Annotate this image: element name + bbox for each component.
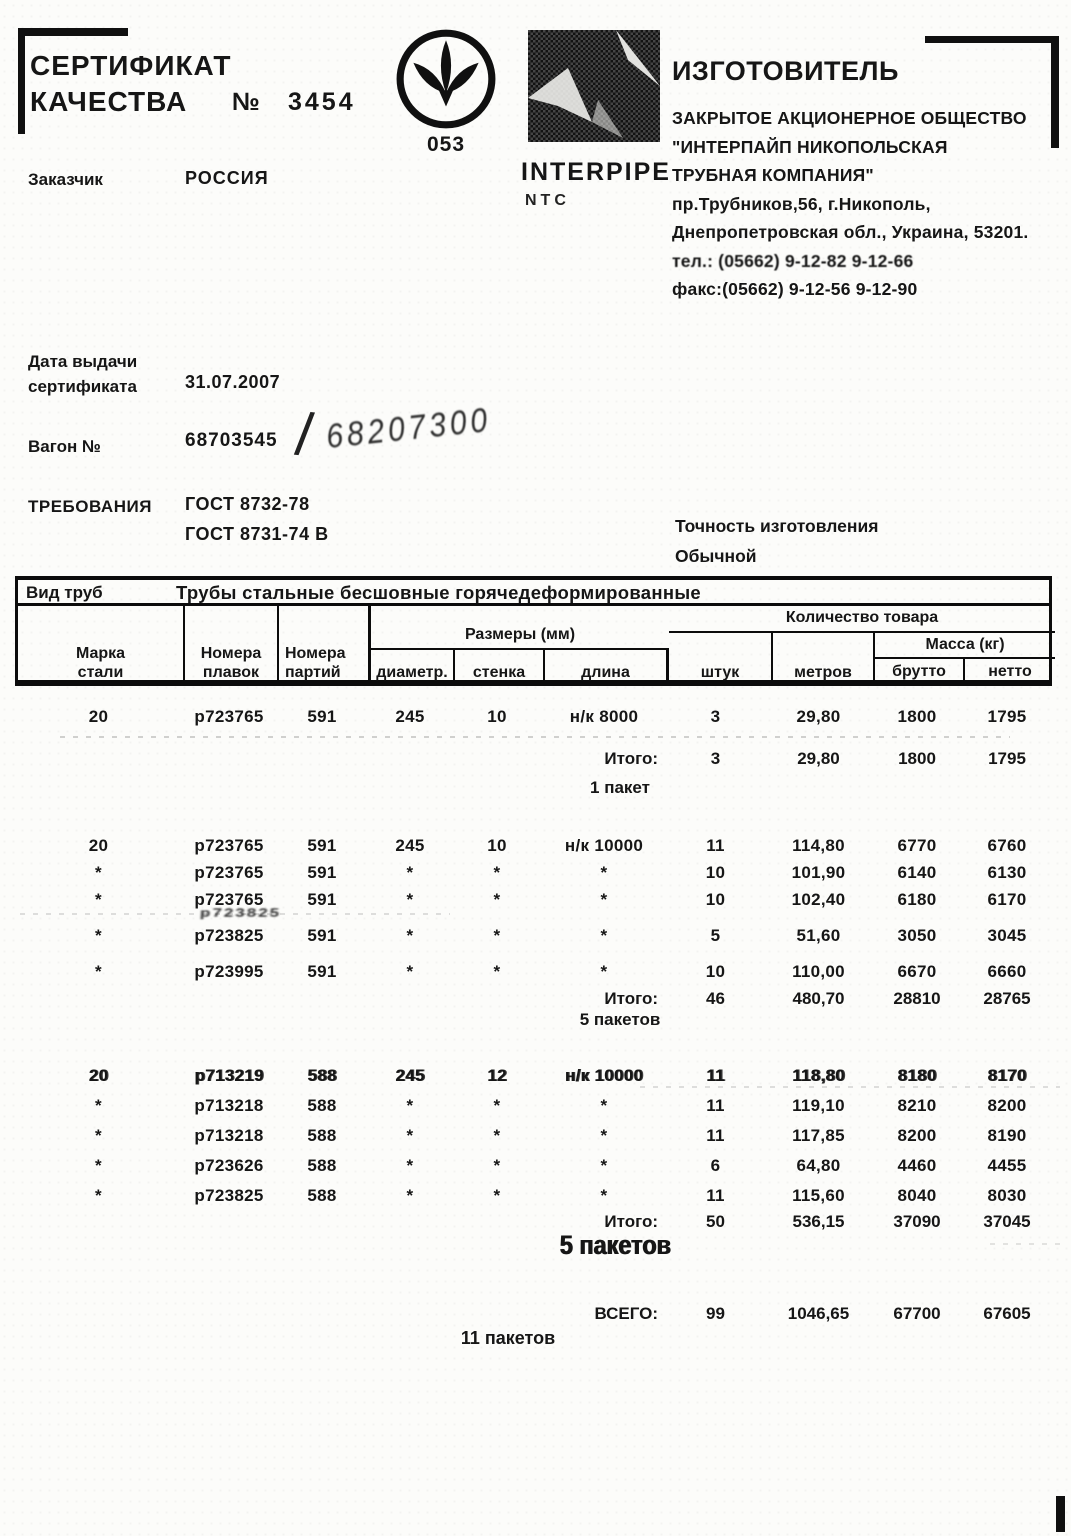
header-gross-label: брутто	[892, 662, 946, 680]
table-cell: *	[406, 1155, 414, 1175]
packages-label-3: 5 пакетов	[559, 1229, 671, 1260]
header-batch-line2: партий	[285, 664, 341, 681]
table-cell: 118,80	[792, 1065, 845, 1085]
table-cell: р723765	[194, 835, 264, 855]
wagon-label: Вагон №	[28, 437, 101, 456]
table-cell: 8200	[897, 1125, 937, 1145]
table-row	[15, 832, 1052, 859]
subtotal-label: Итого:	[604, 1211, 658, 1231]
table-cell: *	[95, 1095, 102, 1115]
subtotal-pieces: 3	[710, 748, 721, 768]
table-cell: 102,40	[791, 889, 846, 909]
grand-total-gross: 67700	[893, 1303, 941, 1323]
table-cell: 245	[395, 835, 425, 855]
accuracy-line2: Обычной	[675, 546, 757, 566]
header-pieces-label: штук	[700, 664, 740, 681]
table-cell: 4455	[987, 1155, 1027, 1175]
table-cell: 6770	[897, 835, 937, 855]
table-cell: 12	[487, 1065, 507, 1085]
wagon-number: 68703545	[185, 430, 278, 451]
table-cell: р723765	[194, 889, 264, 909]
header-meters-label: метров	[794, 664, 852, 681]
table-cell: 6180	[897, 889, 937, 909]
header-heat-line1: Номера	[200, 645, 262, 662]
header-gross	[875, 659, 965, 686]
table-cell: *	[600, 1155, 608, 1175]
table-cell: 114,80	[792, 835, 845, 855]
table-band-pipe-type	[15, 576, 1052, 606]
table-cell: р713218	[194, 1125, 264, 1145]
table-cell: р723995	[194, 961, 264, 981]
table-cell: 8040	[897, 1185, 937, 1205]
quality-stamp	[393, 26, 499, 132]
manufacturer-fax: факс:(05662) 9-12-56 9-12-90	[672, 279, 918, 299]
table-row	[15, 922, 1052, 949]
table-cell: 8190	[987, 1125, 1027, 1145]
table-block-2	[15, 832, 1052, 985]
table-cell: н/к 10000	[564, 1065, 644, 1085]
table-cell: 588	[307, 1125, 337, 1145]
grand-total-row	[15, 1300, 1052, 1327]
table-cell: 11	[706, 835, 725, 855]
header-quantity-label: Количество товара	[785, 609, 939, 626]
table-cell: 245	[395, 706, 425, 726]
table-block-3	[15, 1062, 1052, 1212]
header-steel-grade-line2: стали	[77, 664, 124, 681]
packages-label-2: 5 пакетов	[579, 1010, 661, 1029]
table-cell: р713218	[194, 1095, 264, 1115]
table-cell: 1800	[897, 706, 937, 726]
table-cell: 20	[88, 706, 109, 726]
scan-artifact-streak	[60, 736, 1010, 738]
header-net	[965, 659, 1055, 686]
table-cell: 6	[710, 1155, 721, 1175]
table-block-1	[15, 703, 1052, 730]
table-cell: *	[600, 1125, 608, 1145]
manufacturer-heading: ИЗГОТОВИТЕЛЬ	[672, 56, 899, 86]
table-cell: *	[95, 889, 102, 909]
table-cell: 588	[307, 1155, 337, 1175]
packages-label-1: 1 пакет	[590, 778, 650, 797]
table-cell: *	[600, 961, 608, 981]
table-cell: 110,00	[792, 961, 845, 981]
table-cell: *	[493, 1095, 501, 1115]
table-cell: 10	[487, 835, 507, 855]
customer-value: РОССИЯ	[185, 168, 269, 188]
interpipe-logo	[528, 30, 660, 142]
wagon-handwritten-number: 68207300	[324, 400, 493, 456]
subtotal-pieces: 46	[706, 988, 725, 1008]
interpipe-logo-shapes-icon	[528, 30, 660, 142]
header-wall	[455, 650, 545, 686]
header-mass-label: Масса (кг)	[925, 635, 1005, 653]
table-cell: 3050	[897, 925, 937, 945]
manufacturer-address	[672, 104, 1062, 304]
table-cell: 10	[487, 706, 507, 726]
table-cell: *	[493, 1125, 501, 1145]
subtotal-net: 28765	[983, 988, 1031, 1008]
certificate-number: 3454	[288, 88, 356, 116]
scan-artifact-streak	[20, 913, 450, 915]
header-steel-grade	[18, 606, 185, 686]
subtotal-meters: 480,70	[792, 988, 845, 1008]
issue-date-label-line1: Дата выдачи	[28, 352, 138, 371]
table-cell: 5	[710, 925, 721, 945]
table-cell: 6660	[987, 961, 1027, 981]
subtotal-gross: 28810	[893, 988, 941, 1008]
corner-bracket-top-right-h	[925, 36, 1059, 43]
table-cell: 588	[307, 1185, 337, 1205]
table-cell: 588	[307, 1095, 337, 1115]
table-cell: 591	[307, 925, 337, 945]
requirements-label: ТРЕБОВАНИЯ	[28, 497, 152, 516]
requirement-1: ГОСТ 8732-78	[185, 494, 310, 514]
table-cell: 119,10	[792, 1095, 845, 1115]
issue-date-label-line2: сертификата	[28, 377, 137, 396]
header-heat-numbers	[185, 606, 279, 686]
table-cell: р723626	[194, 1155, 264, 1175]
table-cell: 11	[706, 1095, 725, 1115]
table-cell: 115,60	[792, 1185, 845, 1205]
table-cell: *	[600, 862, 608, 882]
header-net-label: нетто	[988, 662, 1032, 680]
subtotal-row-3	[15, 1208, 1052, 1235]
table-cell: *	[95, 1155, 102, 1175]
certificate-title-line1: СЕРТИФИКАТ	[30, 50, 232, 81]
table-cell: 3	[710, 706, 721, 726]
table-cell: н/к 8000	[569, 706, 639, 726]
grand-total-net: 67605	[983, 1303, 1031, 1323]
manufacturer-phone: тел.: (05662) 9-12-82 9-12-66	[672, 250, 914, 271]
table-cell: 1795	[987, 706, 1027, 726]
table-cell: 6760	[987, 835, 1027, 855]
table-cell: 245	[395, 1065, 425, 1085]
table-cell: 3045	[987, 925, 1027, 945]
table-cell: 10	[705, 862, 726, 882]
table-cell: *	[406, 925, 414, 945]
table-cell: 11	[706, 1185, 725, 1205]
header-mass-group	[875, 633, 1055, 659]
table-cell: *	[95, 961, 102, 981]
manufacturer-line: Днепропетровская обл., Украина, 53201.	[672, 222, 1029, 242]
manufacturer-line: "ИНТЕРПАЙП НИКОПОЛЬСКАЯ	[672, 136, 948, 157]
table-cell: *	[406, 961, 414, 981]
subtotal-row-1	[15, 745, 1052, 772]
table-cell: 8200	[987, 1095, 1027, 1115]
issue-date-value: 31.07.2007	[185, 372, 281, 392]
pipe-type-label: Вид труб	[26, 583, 103, 602]
table-cell: *	[600, 1095, 608, 1115]
header-length-label: длина	[581, 664, 630, 681]
grand-total-label: ВСЕГО:	[594, 1303, 658, 1323]
table-header	[15, 606, 1052, 686]
table-cell: 51,60	[796, 925, 841, 945]
table-cell: р723825	[194, 1185, 264, 1205]
table-cell: р713219	[194, 1065, 264, 1085]
manufacturer-line: ЗАКРЫТОЕ АКЦИОНЕРНОЕ ОБЩЕСТВО	[672, 108, 1027, 128]
table-cell: *	[493, 862, 501, 882]
table-cell: 11	[706, 1065, 725, 1085]
table-row	[15, 859, 1052, 886]
header-diameter-label: диаметр.	[376, 664, 448, 681]
table-cell: *	[406, 1125, 414, 1145]
table-row	[15, 1092, 1052, 1119]
accuracy-line1: Точность изготовления	[675, 516, 879, 536]
table-cell: р723825	[194, 925, 264, 945]
subtotal-meters: 536,15	[792, 1211, 845, 1231]
table-cell: *	[406, 1185, 414, 1205]
table-cell: *	[95, 925, 102, 945]
subtotal-row-2	[15, 985, 1052, 1012]
scan-artifact-streak	[640, 1086, 1060, 1088]
subtotal-label: Итого:	[604, 748, 658, 768]
interpipe-brand-sub: NTC	[525, 192, 570, 209]
scan-edge-mark	[1056, 1496, 1065, 1532]
subtotal-label: Итого:	[604, 988, 658, 1008]
table-cell: *	[95, 862, 102, 882]
table-cell: *	[406, 1095, 414, 1115]
table-cell: н/к 10000	[564, 835, 644, 855]
header-batch-line1: Номера	[285, 645, 346, 662]
table-row	[15, 1122, 1052, 1149]
table-cell: 6140	[897, 862, 937, 882]
table-row	[15, 1182, 1052, 1209]
overprint-smudge: р723825	[199, 905, 282, 920]
table-cell: *	[493, 961, 501, 981]
header-heat-line2: плавок	[202, 664, 260, 681]
header-wall-label: стенка	[472, 664, 526, 681]
table-cell: 6130	[987, 862, 1027, 882]
table-cell: 591	[307, 961, 337, 981]
table-cell: 10	[705, 961, 726, 981]
table-cell: 10	[705, 889, 726, 909]
header-steel-grade-line1: Марка	[75, 645, 126, 662]
stamp-trident-icon	[393, 26, 499, 132]
table-cell: 8180	[897, 1065, 937, 1085]
header-meters	[773, 633, 875, 686]
table-cell: *	[95, 1125, 102, 1145]
subtotal-net: 1795	[988, 748, 1026, 768]
table-cell: 591	[307, 706, 337, 726]
header-dimensions-group	[371, 606, 669, 650]
certificate-title-line2: КАЧЕСТВА	[30, 86, 188, 117]
table-row	[15, 1062, 1052, 1089]
table-cell: *	[406, 862, 414, 882]
manufacturer-line: ТРУБНАЯ КОМПАНИЯ"	[672, 165, 874, 185]
grand-total-meters: 1046,65	[787, 1303, 850, 1323]
table-row	[15, 703, 1052, 730]
header-quantity-group	[669, 606, 1055, 633]
subtotal-meters: 29,80	[797, 748, 840, 768]
pipe-type-value: Трубы стальные бесшовные горячедеформированные	[176, 582, 702, 603]
table-cell: р723765	[194, 706, 264, 726]
subtotal-gross: 1800	[898, 748, 936, 768]
table-cell: 591	[307, 889, 337, 909]
table-cell: *	[600, 1185, 608, 1205]
table-cell: 20	[88, 835, 109, 855]
table-cell: 20	[88, 1065, 109, 1085]
subtotal-gross: 37090	[893, 1211, 941, 1231]
table-cell: *	[493, 1155, 501, 1175]
table-cell: *	[493, 1185, 501, 1205]
table-cell: *	[493, 889, 501, 909]
table-cell: *	[95, 1185, 102, 1205]
table-row	[15, 886, 1052, 913]
table-cell: 117,85	[792, 1125, 845, 1145]
manufacturer-line: пр.Трубников,56, г.Никополь,	[672, 193, 931, 214]
table-cell: 11	[706, 1125, 725, 1145]
subtotal-pieces: 50	[706, 1211, 725, 1231]
header-dimensions-label: Размеры (мм)	[464, 626, 576, 643]
table-cell: *	[600, 889, 608, 909]
table-cell: 588	[307, 1065, 337, 1085]
table-cell: 64,80	[796, 1155, 841, 1175]
table-cell: 591	[307, 862, 337, 882]
interpipe-brand-text: INTERPIPE	[521, 158, 671, 186]
grand-total-packages: 11 пакетов	[460, 1328, 556, 1348]
table-cell: *	[493, 925, 501, 945]
header-pieces	[669, 633, 773, 686]
table-cell: 591	[307, 835, 337, 855]
table-row	[15, 958, 1052, 985]
grand-total-pieces: 99	[706, 1303, 725, 1323]
header-batch-numbers	[279, 606, 371, 686]
table-cell: 29,80	[796, 706, 841, 726]
table-cell: *	[406, 889, 414, 909]
subtotal-net: 37045	[983, 1211, 1031, 1231]
table-cell: 101,90	[791, 862, 846, 882]
stamp-code: 053	[426, 133, 466, 156]
table-cell: 8170	[987, 1065, 1027, 1085]
certificate-number-sign: №	[232, 88, 260, 116]
wagon-slash: /	[292, 400, 317, 469]
table-cell: 8030	[987, 1185, 1027, 1205]
table-cell: 6670	[897, 961, 937, 981]
requirement-2: ГОСТ 8731-74 В	[185, 524, 329, 544]
table-cell: *	[600, 925, 608, 945]
table-cell: 6170	[987, 889, 1027, 909]
scan-artifact-streak	[990, 1243, 1060, 1245]
corner-bracket-top-left-v	[18, 28, 25, 134]
corner-bracket-top-left-h	[18, 28, 128, 36]
table-cell: 8210	[897, 1095, 937, 1115]
header-length	[545, 650, 669, 686]
table-row	[15, 1152, 1052, 1179]
customer-label: Заказчик	[28, 170, 103, 189]
table-cell: 4460	[897, 1155, 937, 1175]
table-cell: р723765	[194, 862, 264, 882]
header-diameter	[371, 650, 455, 686]
